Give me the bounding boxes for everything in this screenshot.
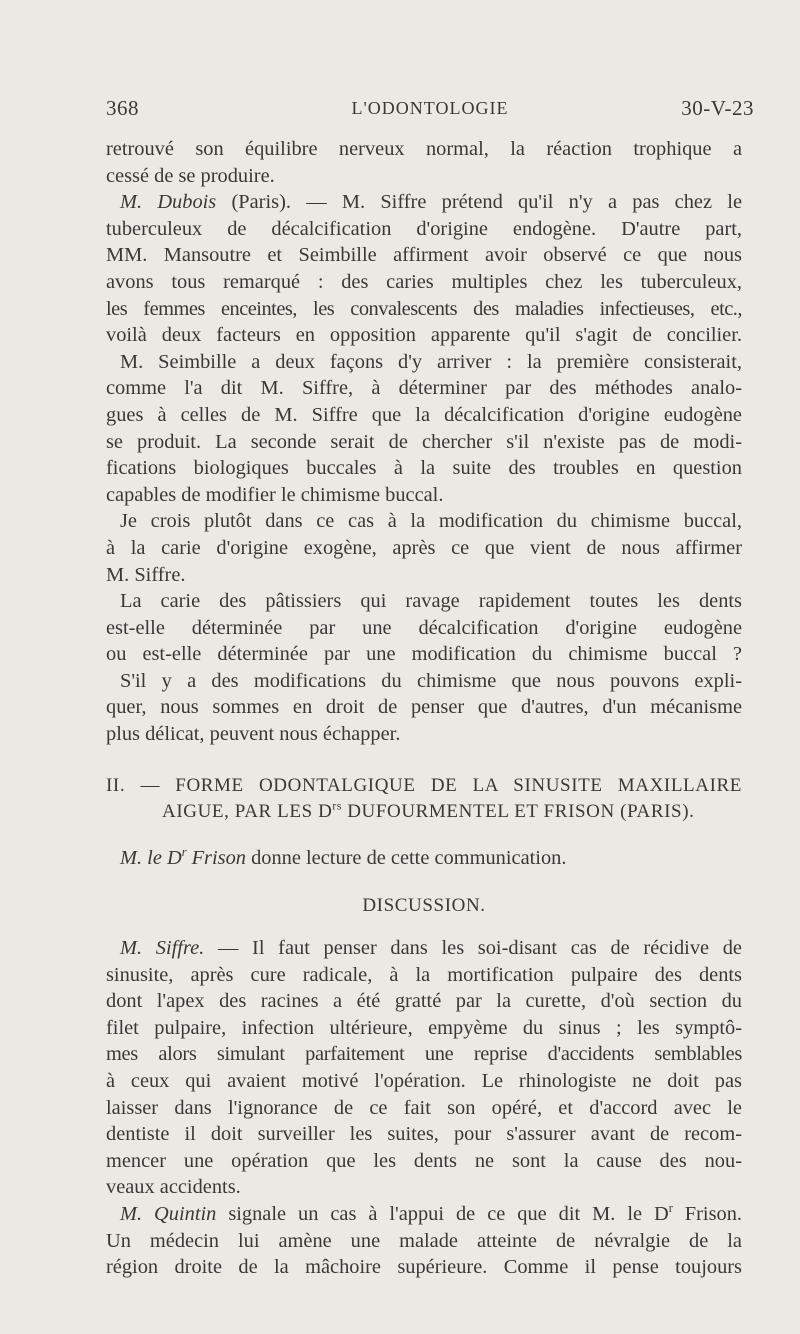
text-line: M. Seimbille a deux façons d'y arriver : la première consisterait, [120,350,742,373]
page-number: 368 [106,96,139,120]
text-line: Je crois plutôt dans ce cas à la modification du chimisme buccal, [120,510,742,533]
text-line [106,1201,742,1228]
text-line: les femmes enceintes, les convalescents des maladies infectieuses, etc., [106,297,742,320]
section-heading: II. — FORME ODONTALGIQUE DE LA SINUSITE MAXILLAIRE [106,774,742,796]
text-run: Frison. [672,1202,742,1225]
text-line [106,845,742,872]
journal-title: L'ODONTOLOGIE [351,98,509,118]
text-run: AIGUE, PAR LES D [162,801,333,823]
text-line [106,935,742,962]
superscript: rs [332,800,342,813]
text-run: donne lecture de cette communication. [245,846,567,869]
text-line: à la carie d'origine exogène, après ce que vient de nous affirmer [106,536,742,559]
page-body [106,136,742,1281]
section-gap [106,920,742,935]
text-line: S'il y a des modifications du chimisme que nous pouvons expli- [120,669,742,692]
text-line: est-elle déterminée par une décalcification d'origine eudogène [106,616,742,639]
text-line: à ceux qui avaient motivé l'opération. Le rhinologiste ne doit pas [106,1070,742,1092]
text-line: veaux accidents. [106,1176,241,1199]
speaker-name: M. Quintin [120,1202,217,1225]
text-line: capables de modifier le chimisme buccal. [106,483,444,506]
text-line: M. Siffre. [106,563,186,586]
text-line: mencer une opération que les dents ne sont la cause des nou- [106,1149,742,1172]
text-line: voilà deux facteurs en opposition apparente qu'il s'agit de concilier. [106,324,742,347]
text-run: — Il faut penser dans les soi-disant cas de récidive de [204,937,742,960]
text-line: avons tous remarqué : des caries multiples chez les tuberculeux, [106,270,742,293]
text-line: se produit. La seconde serait de chercher s'il n'existe pas de modi- [106,430,742,453]
speaker-name: M. Siffre. [120,937,205,960]
text-line: MM. Mansoutre et Seimbille affirment avoir observé ce que nous [106,244,742,267]
superscript: r [668,1201,673,1216]
section-gap [106,748,742,773]
text-line: dont l'apex des racines a été gratté par la curette, d'où section du [106,990,742,1013]
text-line: dentiste il doit surveiller les suites, pour s'assurer avant de recom- [106,1123,742,1146]
text-run: DUFOURMENTEL ET FRISON (PARIS). [341,801,695,823]
text-line: Un médecin lui amène une malade atteinte de névralgie de la [106,1229,742,1252]
speaker-name: M. le $D^r$ Frison [120,845,246,869]
issue-date: 30-V-23 [681,96,754,120]
page-header [106,96,754,126]
text-line [106,189,742,216]
section-gap [106,826,742,845]
text-line: cessé de se produire. [106,164,275,187]
text-line: plus délicat, peuvent nous échapper. [106,723,401,746]
text-line: comme l'a dit M. Siffre, à déterminer par des méthodes analo- [106,377,742,400]
section-heading-continued [106,799,742,826]
text-line: ou est-elle déterminée par une modification du chimisme buccal ? [106,643,742,666]
text-run: signale un cas à l'appui de ce que dit M. le D [216,1202,669,1225]
text-line: mes alors simulant parfaitement une reprise d'accidents semblables [106,1043,742,1066]
text-line: La carie des pâtissiers qui ravage rapidement toutes les dents [120,590,742,613]
text-line: gues à celles de M. Siffre que la décalcification d'origine eudogène [106,403,742,426]
text-line: retrouvé son équilibre nerveux normal, la réaction trophique a [106,138,742,160]
text-line: tuberculeux de décalcification d'origine endogène. D'autre part, [106,217,742,240]
text-run: (Paris). — M. Siffre prétend qu'il n'y a pas chez le [231,191,742,214]
text-line: sinusite, après cure radicale, à la mortification pulpaire des dents [106,963,742,986]
speaker-name: M. Dubois [120,191,217,214]
text-line: quer, nous sommes en droit de penser que d'autres, d'un mécanisme [106,696,742,719]
text-line: laisser dans l'ignorance de ce fait son opéré, et d'accord avec le [106,1096,742,1119]
section-gap [106,871,742,893]
text-line: fications biologiques buccales à la suite des troubles en question [106,457,742,480]
discussion-heading: DISCUSSION. [362,895,486,917]
text-line: région droite de la mâchoire supérieure. Comme il pense toujours [106,1256,742,1279]
text-line: filet pulpaire, infection ultérieure, empyème du sinus ; les symptô- [106,1016,742,1039]
